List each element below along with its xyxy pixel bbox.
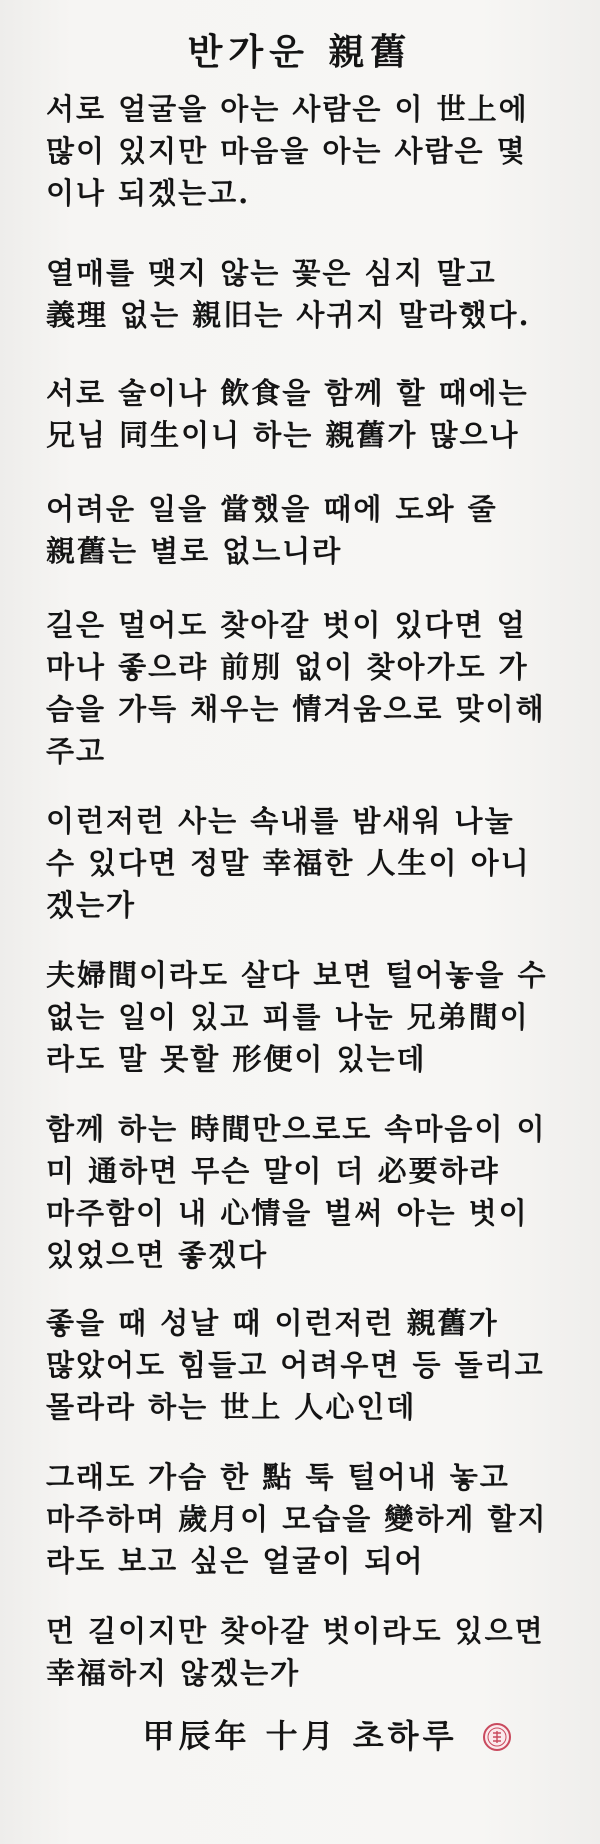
stanza-6 [46, 800, 576, 926]
poem-line: 이런저런 사는 속내를 밤새워 나눌 [46, 804, 515, 838]
stanza-2 [46, 252, 576, 336]
poem-line: 주고 [46, 734, 107, 768]
stanza-9 [46, 1302, 576, 1428]
stanza-10 [46, 1456, 576, 1582]
seal-stamp-icon [482, 1722, 512, 1752]
poem-line: 수 있다면 정말 幸福한 人生이 아니 [46, 846, 531, 880]
poem-line: 서로 얼굴을 아는 사람은 이 世上에 [46, 92, 529, 126]
poem-line: 그래도 가슴 한 點 툭 털어내 놓고 [46, 1460, 510, 1494]
poem-line: 있었으면 좋겠다 [46, 1238, 269, 1272]
poem-line: 슴을 가득 채우는 情겨움으로 맞이해 [46, 692, 546, 726]
poem-line: 라도 말 못할 形便이 있는데 [46, 1042, 427, 1076]
poem-line: 마나 좋으랴 前別 없이 찾아가도 가 [46, 650, 529, 684]
poem-title: 반가운 親舊 [187, 31, 413, 73]
poem-line: 義理 없는 親旧는 사귀지 말라했다. [46, 298, 531, 332]
poem-line: 夫婦間이라도 살다 보면 털어놓을 수 [46, 958, 548, 992]
poem-line: 마주하며 歲月이 모습을 變하게 할지 [46, 1502, 548, 1536]
poem-line: 라도 보고 싶은 얼굴이 되어 [46, 1544, 425, 1578]
stanza-7 [46, 954, 576, 1080]
poem-line: 없는 일이 있고 피를 나눈 兄弟間이 [46, 1000, 530, 1034]
stanza-5 [46, 604, 576, 772]
poem-line: 먼 길이지만 찾아갈 벗이라도 있으면 [46, 1614, 545, 1648]
poem-line: 서로 술이나 飲食을 함께 할 때에는 [46, 376, 529, 410]
poem-line: 길은 멀어도 찾아갈 벗이 있다면 얼 [46, 608, 527, 642]
poem-line: 몰라라 하는 世上 人心인데 [46, 1390, 417, 1424]
poem-line: 좋을 때 성날 때 이런저런 親舊가 [46, 1306, 499, 1340]
poem-line: 많이 있지만 마음을 아는 사람은 몇 [46, 134, 527, 168]
stanza-11 [46, 1610, 576, 1694]
stanza-4 [46, 488, 576, 572]
poem-line: 어려운 일을 當했을 때에 도와 줄 [46, 492, 498, 526]
poem-line: 함께 하는 時間만으로도 속마음이 이 [46, 1112, 547, 1146]
poem-line: 幸福하지 않겠는가 [46, 1656, 301, 1690]
poem-line: 兄님 同生이니 하는 親舊가 많으나 [46, 418, 520, 452]
stanza-3 [46, 372, 576, 456]
poem-line: 많았어도 힘들고 어려우면 등 돌리고 [46, 1348, 545, 1382]
poem-line: 열매를 맺지 않는 꽃은 심지 말고 [46, 256, 497, 290]
poem-line: 마주함이 내 心情을 벌써 아는 벗이 [46, 1196, 529, 1230]
date-signature: 甲辰年 十月 초하루 [142, 1717, 458, 1755]
stanza-1 [46, 88, 576, 214]
poem-line: 겠는가 [46, 888, 137, 922]
poem-line: 親舊는 별로 없느니라 [46, 534, 343, 568]
poem-line: 이나 되겠는고. [46, 176, 251, 210]
poem-line: 미 通하면 무슨 말이 더 必要하랴 [46, 1154, 500, 1188]
stanza-8 [46, 1108, 576, 1276]
